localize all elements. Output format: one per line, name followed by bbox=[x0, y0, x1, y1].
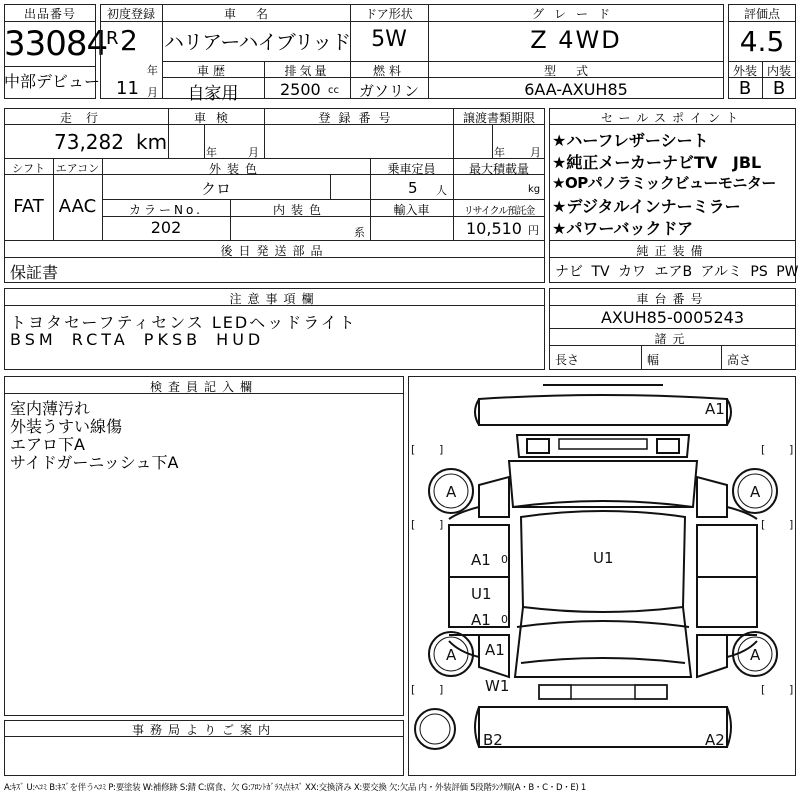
fuel: ガソリン bbox=[358, 82, 419, 100]
diagram-mark: U1 bbox=[593, 549, 614, 567]
diagram-mark: A bbox=[750, 646, 761, 664]
inspector-comment: 外装うすい線傷 bbox=[10, 417, 123, 436]
inspection-year-unit: 年 bbox=[206, 146, 217, 159]
length-label: 長さ bbox=[555, 353, 580, 367]
model-label: 型式 bbox=[543, 64, 608, 78]
recycle-unit: 円 bbox=[528, 224, 539, 237]
int-color-label: 内装色 bbox=[272, 203, 327, 217]
svg-text:[: [ bbox=[761, 443, 766, 456]
svg-text:]: ] bbox=[439, 443, 444, 456]
diagram-mark: A bbox=[446, 646, 457, 664]
inspector-comment: 室内薄汚れ bbox=[10, 399, 91, 418]
capacity-label: 乗車定員 bbox=[387, 162, 436, 176]
svg-text:[: [ bbox=[411, 443, 416, 456]
mileage-unit: km bbox=[136, 130, 168, 154]
height-label: 高さ bbox=[727, 353, 752, 367]
sales-point: ★デジタルインナーミラー bbox=[552, 197, 741, 216]
equipment: ナビ TV カワ エアB アルミ PS PW bbox=[555, 264, 799, 280]
lot-label: 出品番号 bbox=[23, 7, 76, 21]
load-unit: kg bbox=[528, 184, 541, 195]
office-label: 事務局よりご案内 bbox=[131, 723, 276, 737]
ac-value: AAC bbox=[58, 196, 97, 217]
ac-label: エアコン bbox=[55, 162, 100, 175]
debut-label: 中部デビュー bbox=[4, 72, 101, 91]
svg-text:0: 0 bbox=[501, 553, 508, 566]
diagram-mark: A bbox=[446, 483, 457, 501]
reg-year-unit: 年 bbox=[147, 64, 158, 77]
accessories: 保証書 bbox=[10, 263, 59, 282]
equipment-label: 純正装備 bbox=[636, 244, 709, 258]
diagram-mark: A2 bbox=[705, 731, 725, 749]
inspection-month-unit: 月 bbox=[248, 146, 259, 159]
svg-text:[: [ bbox=[761, 518, 766, 531]
shift-value: FAT bbox=[13, 196, 44, 217]
recycle-value: 10,510 bbox=[466, 219, 522, 238]
ext-color-label: 外装色 bbox=[208, 162, 263, 176]
svg-text:0: 0 bbox=[501, 613, 508, 626]
svg-text:]: ] bbox=[789, 518, 794, 531]
score-label: 評価点 bbox=[743, 7, 780, 21]
grade-label: グレード bbox=[531, 7, 620, 21]
svg-text:[: [ bbox=[411, 518, 416, 531]
svg-text:]: ] bbox=[439, 683, 444, 696]
diagram-mark: A1 bbox=[705, 400, 725, 418]
svg-text:]: ] bbox=[789, 443, 794, 456]
displacement-label: 排気量 bbox=[284, 64, 330, 78]
model-code: 6AA-AXUH85 bbox=[524, 80, 628, 99]
inspection-label: 車検 bbox=[193, 111, 238, 125]
diagram-mark: A1 bbox=[485, 641, 505, 659]
diagram-mark: W1 bbox=[485, 677, 510, 695]
diagram-mark: A bbox=[750, 483, 761, 501]
ext-label: 外装 bbox=[732, 64, 757, 78]
int-label: 内装 bbox=[766, 64, 791, 78]
ext-grade: B bbox=[738, 78, 752, 99]
car-name: ハリアーハイブリッド bbox=[164, 30, 351, 54]
transfer-label: 譲渡書類期限 bbox=[462, 111, 535, 125]
capacity: 5 bbox=[408, 179, 418, 197]
accessories-label: 後日発送部品 bbox=[220, 244, 329, 258]
load-label: 最大積載量 bbox=[468, 162, 529, 176]
grade: Z 4WD bbox=[530, 26, 622, 54]
car-name-label: 車名 bbox=[223, 7, 288, 21]
chassis-label: 車台番号 bbox=[636, 292, 709, 306]
damage-diagram bbox=[408, 376, 796, 776]
notes-line-1: トヨタセーフティセンス LEDヘッドライト bbox=[10, 313, 357, 332]
int-grade: B bbox=[772, 78, 786, 99]
notes-label: 注意事項欄 bbox=[229, 292, 320, 306]
diagram-mark: U1 bbox=[471, 585, 492, 603]
svg-text:[: [ bbox=[411, 683, 416, 696]
sales-points-label: セールスポイント bbox=[601, 111, 744, 125]
history: 自家用 bbox=[187, 84, 239, 104]
reg-month: 11 bbox=[116, 78, 139, 99]
legend-footer: A:ｷｽﾞ U:ﾍｺﾐ B:ｷｽﾞを伴うﾍｺﾐ P:要塗装 W:補修跡 S:錆 C:腐食、欠 G:ﾌﾛﾝﾄｶﾞﾗｽ点ｷｽﾞ XX:交換済み X:要交換 欠:欠品 内・外装評価 5段階ﾗﾝｸ順(A・B・C・D・E) 1 bbox=[4, 783, 587, 793]
dims-label: 諸元 bbox=[654, 332, 691, 346]
inspector-comment: サイドガーニッシュ下A bbox=[10, 453, 179, 472]
history-label: 車歴 bbox=[196, 64, 229, 78]
import-label: 輸入車 bbox=[393, 203, 430, 217]
reg-year: 2 bbox=[120, 24, 138, 57]
first-reg-label: 初度登録 bbox=[106, 7, 155, 21]
color-no: 202 bbox=[150, 218, 182, 237]
inspector-label: 検査員記入欄 bbox=[149, 380, 258, 394]
era-mark: R bbox=[106, 28, 119, 49]
diagram-mark: A1 bbox=[471, 611, 491, 629]
inspector-comment: エアロ下A bbox=[10, 435, 85, 454]
color-no-label: カラーNo. bbox=[129, 203, 203, 217]
mileage-label: 走行 bbox=[59, 111, 112, 125]
chassis-number: AXUH85-0005243 bbox=[600, 308, 745, 327]
capacity-unit: 人 bbox=[436, 184, 447, 197]
int-color-unit: 系 bbox=[354, 226, 365, 239]
svg-text:[: [ bbox=[761, 683, 766, 696]
transfer-month-unit: 月 bbox=[530, 146, 541, 159]
transfer-year-unit: 年 bbox=[494, 146, 505, 159]
diagram-mark: B2 bbox=[483, 731, 503, 749]
recycle-label: リサイクル預託金 bbox=[463, 206, 535, 217]
reg-month-unit: 月 bbox=[147, 86, 158, 99]
width-label: 幅 bbox=[647, 353, 660, 367]
fuel-label: 燃料 bbox=[372, 64, 405, 78]
ext-color: クロ bbox=[200, 180, 231, 198]
sales-point: ★純正メーカーナビTV JBL bbox=[552, 153, 762, 172]
displacement-unit: cc bbox=[328, 85, 339, 96]
door-label: ドア形状 bbox=[365, 7, 413, 21]
door-type: 5W bbox=[371, 27, 407, 52]
notes-line-2: BSM RCTA PKSB HUD bbox=[10, 330, 265, 349]
shift-label: シフト bbox=[12, 162, 45, 175]
sales-point: ★OPパノラミックビューモニター bbox=[552, 174, 776, 192]
displacement: 2500 bbox=[280, 80, 321, 99]
svg-text:]: ] bbox=[789, 683, 794, 696]
svg-text:]: ] bbox=[439, 518, 444, 531]
score-value: 4.5 bbox=[739, 25, 785, 58]
reg-no-label: 登録番号 bbox=[318, 111, 399, 125]
mileage-value: 73,282 bbox=[54, 130, 124, 154]
lot-number: 33084 bbox=[4, 24, 108, 64]
diagram-mark: A1 bbox=[471, 551, 491, 569]
car-diagram-svg bbox=[409, 377, 795, 775]
sales-point: ★パワーバックドア bbox=[552, 219, 694, 238]
sales-point: ★ハーフレザーシート bbox=[552, 131, 709, 150]
